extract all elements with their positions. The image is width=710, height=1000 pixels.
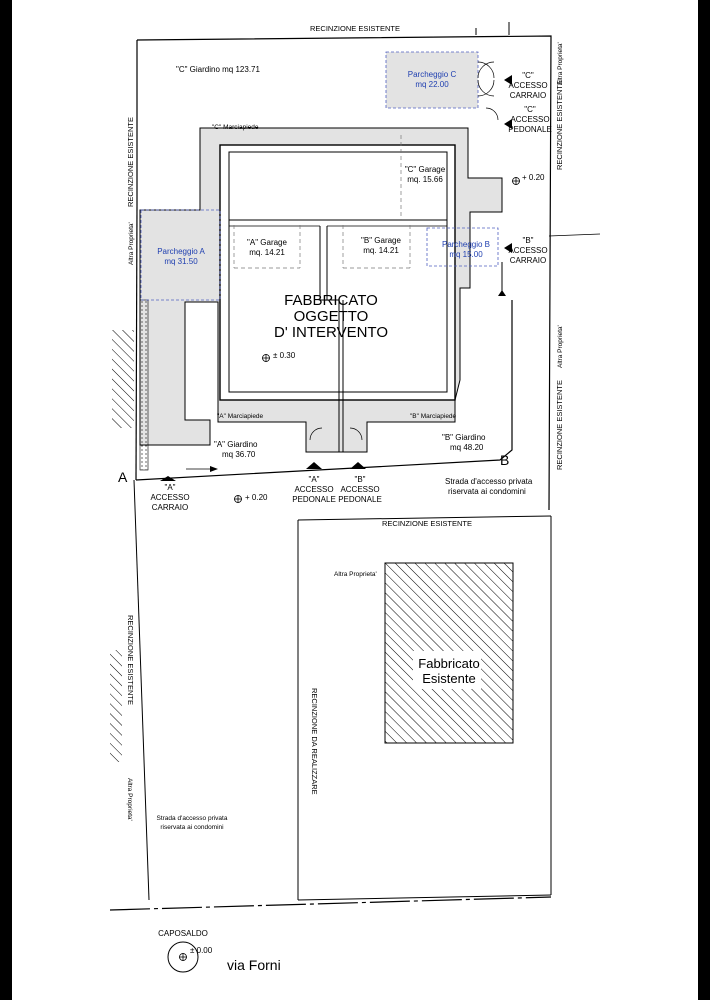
elevation-bottom: + 0.20: [245, 493, 268, 502]
road-upper-2: riservata ai condomini: [448, 487, 526, 496]
dotted-strip: [140, 300, 148, 470]
gate-c-pedonale: [486, 108, 498, 120]
gate-c-carraio: [478, 62, 494, 78]
garage-b-title: "B" Garage: [361, 236, 401, 245]
fence-label-left-lower: RECINZIONE ESISTENTE: [126, 615, 135, 706]
building-title-3: D' INTERVENTO: [274, 324, 388, 341]
fence-label-middle: RECINZIONE ESISTENTE: [382, 519, 473, 528]
garage-a-area: mq. 14.21: [249, 248, 285, 257]
building-title-2: OGGETTO: [293, 308, 369, 325]
elevation-right: + 0.20: [522, 173, 545, 182]
access-a-carraio-2: ACCESSO: [150, 493, 190, 502]
access-b-pedonale-1: "B": [354, 475, 366, 484]
road-upper-1: Strada d'accesso privata: [445, 477, 533, 486]
giardino-a-area: mq 36.70: [222, 450, 256, 459]
existing-building-1: Fabbricato: [418, 656, 480, 671]
neighbor-inner: Altra Proprieta': [334, 571, 377, 578]
garage-c-area: mq. 15.66: [407, 175, 443, 184]
neighbor-bottom-left: Altra Proprieta': [126, 778, 133, 821]
neighbor-wall-lower: [110, 650, 122, 762]
access-a-pedonale-3: PEDONALE: [292, 495, 336, 504]
marciapiede-a-label: "A" Marciapiede: [217, 413, 264, 420]
access-a-pedonale-2: ACCESSO: [294, 485, 334, 494]
neighbor-right: Altra Proprieta': [557, 325, 564, 368]
access-c-pedonale-2: ACCESSO: [510, 115, 550, 124]
street-name: via Forni: [227, 957, 281, 973]
access-c-carraio-2: ACCESSO: [508, 81, 548, 90]
garage-a-title: "A" Garage: [247, 238, 287, 247]
section-label-b: B: [500, 452, 510, 468]
access-c-carraio-1: "C": [522, 71, 534, 80]
access-b-pedonale-2: ACCESSO: [340, 485, 380, 494]
neighbor-left: Altra Proprieta': [128, 222, 135, 265]
giardino-c-label: "C" Giardino mq 123.71: [176, 65, 260, 74]
parcheggio-b-area: mq 15.00: [449, 250, 483, 259]
access-a-carraio-3: CARRAIO: [151, 503, 189, 512]
fence-label-top: RECINZIONE ESISTENTE: [310, 24, 401, 33]
existing-building-2: Esistente: [422, 671, 476, 686]
garage-b-area: mq. 14.21: [363, 246, 399, 255]
drawing-sheet: [12, 0, 698, 1000]
fence-label-left-upper: RECINZIONE ESISTENTE: [126, 116, 135, 207]
access-b-carraio-3: CARRAIO: [509, 256, 547, 265]
fence-label-to-build: RECINZIONE DA REALIZZARE: [310, 688, 319, 795]
parcheggio-c-title: Parcheggio C: [407, 70, 457, 79]
fence-label-right-upper: RECINZIONE ESISTENTE: [555, 79, 564, 170]
giardino-a-title: "A" Giardino: [214, 440, 258, 449]
marciapiede-b-label: "B" Marciapiede: [410, 413, 457, 420]
neighbor-top-right: Altra Proprieta': [557, 42, 564, 85]
fence-label-right-lower: RECINZIONE ESISTENTE: [555, 379, 564, 470]
road-lower-1: Strada d'accesso privata: [156, 815, 228, 822]
section-label-a: A: [118, 469, 128, 485]
access-c-pedonale-1: "C": [524, 105, 536, 114]
elevation-caposaldo: ± 0.00: [190, 946, 213, 955]
access-b-pedonale-3: PEDONALE: [338, 495, 382, 504]
building-title-1: FABBRICATO: [284, 292, 378, 309]
parcheggio-a-area: mq 31.50: [164, 257, 198, 266]
parcheggio-b-title: Parcheggio B: [441, 240, 491, 249]
marciapiede-c-label: "C" Marciapiede: [212, 124, 259, 131]
parcheggio-a-title: Parcheggio A: [157, 247, 205, 256]
access-a-carraio-1: "A": [164, 483, 176, 492]
parcheggio-c-area: mq 22.00: [415, 80, 449, 89]
caposaldo-label: CAPOSALDO: [158, 929, 208, 938]
site-plan: [12, 0, 698, 1000]
access-b-carraio-1: "B": [522, 236, 534, 245]
elevation-building: ± 0.30: [273, 351, 296, 360]
giardino-b-area: mq 48.20: [450, 443, 484, 452]
giardino-b-title: "B" Giardino: [442, 433, 486, 442]
access-c-carraio-3: CARRAIO: [509, 91, 547, 100]
access-b-carraio-2: ACCESSO: [508, 246, 548, 255]
access-a-pedonale-1: "A": [308, 475, 320, 484]
access-c-pedonale-3: PEDONALE: [508, 125, 552, 134]
road-lower-2: riservata ai condomini: [160, 824, 224, 831]
garage-c-title: "C" Garage: [404, 165, 446, 174]
neighbor-wall-left: [112, 330, 134, 428]
